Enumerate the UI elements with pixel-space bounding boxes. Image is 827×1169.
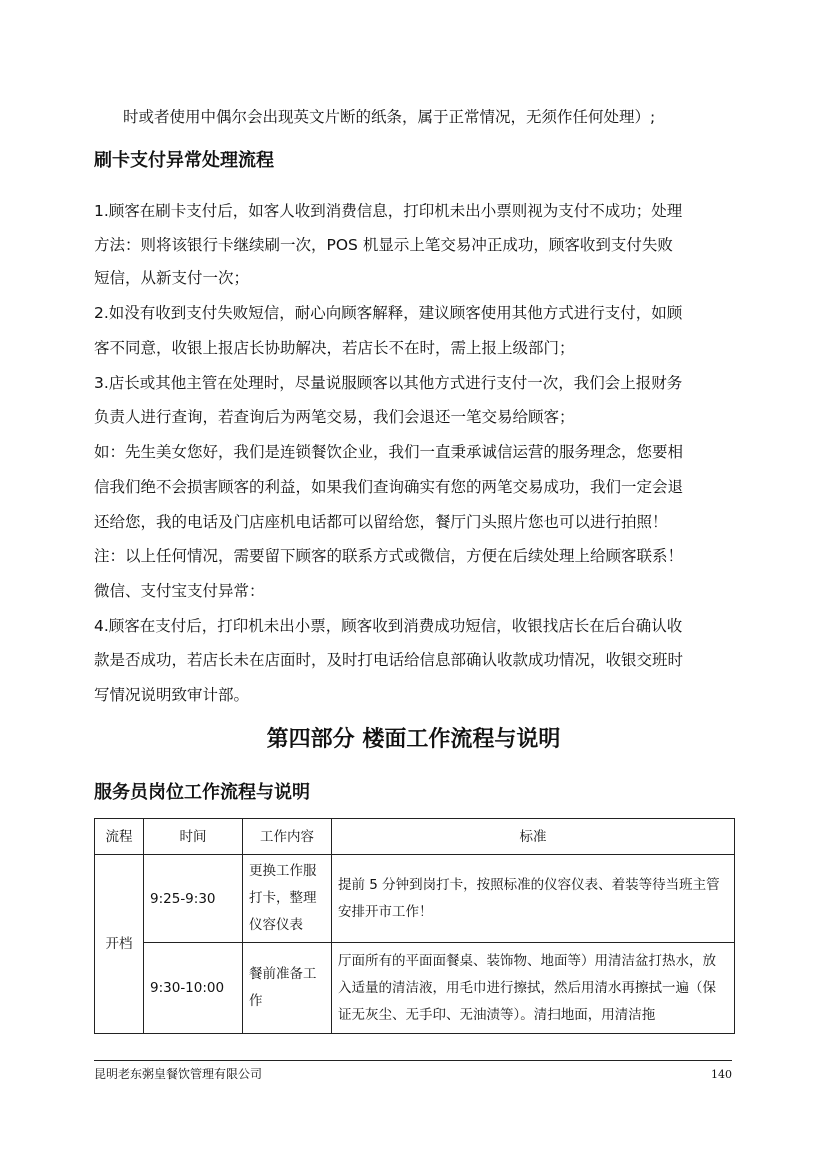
standard-cell: 厅面所有的平面面餐桌、装饰物、地面等）用清洁盆打热水，放入适量的清洁液，用毛巾进行擦拭，然后用清水再擦拭一遍（保证无灰尘、无手印、无油渍等）。清扫地面，用清洁拖 — [332, 943, 735, 1034]
body-line: 负责人进行查询，若查询后为两笔交易，我们会退还一笔交易给顾客； — [94, 408, 575, 426]
body-line: 信我们绝不会损害顾客的利益，如果我们查询确实有您的两笔交易成功，我们一定会退 — [94, 478, 684, 496]
standard-cell: 提前 5 分钟到岗打卡，按照标准的仪容仪表、着装等待当班主管安排开市工作！ — [332, 855, 735, 943]
body-line: 3.店长或其他主管在处理时，尽量说服顾客以其他方式进行支付一次，我们会上报财务 — [94, 374, 683, 392]
workflow-table — [94, 818, 735, 1034]
body-line: 微信、支付宝支付异常： — [94, 582, 265, 600]
header-process: 流程 — [95, 819, 144, 855]
time-cell: 9:25-9:30 — [144, 855, 243, 943]
header-time: 时间 — [144, 819, 243, 855]
task-cell: 餐前准备工作 — [243, 943, 332, 1034]
body-line: 4.顾客在支付后，打印机未出小票，顾客收到消费成功短信，收银找店长在后台确认收 — [94, 617, 683, 635]
body-line: 2.如没有收到支付失败短信，耐心向顾客解释，建议顾客使用其他方式进行支付，如顾 — [94, 304, 683, 322]
section-title-card-payment: 刷卡支付异常处理流程 — [94, 150, 274, 171]
time-cell: 9:30-10:00 — [144, 943, 243, 1034]
body-line: 注：以上任何情况，需要留下顾客的联系方式或微信，方便在后续处理上给顾客联系！ — [94, 547, 684, 565]
body-line: 1.顾客在刷卡支付后，如客人收到消费信息，打印机未出小票则视为支付不成功；处理 — [94, 202, 683, 220]
body-line: 还给您，我的电话及门店座机电话都可以留给您，餐厅门头照片您也可以进行拍照！ — [94, 513, 668, 531]
body-line: 写情况说明致审计部。 — [94, 686, 250, 704]
footer-company: 昆明老东粥皇餐饮管理有限公司 — [94, 1067, 263, 1081]
stage-cell: 开档 — [95, 855, 144, 1034]
intro-line: 时或者使用中偶尔会出现英文片断的纸条，属于正常情况，无须作任何处理）; — [123, 108, 656, 126]
body-line: 客不同意，收银上报店长协助解决，若店长不在时，需上报上级部门； — [94, 339, 575, 357]
body-line: 短信，从新支付一次； — [94, 269, 250, 287]
section-title-waiter: 服务员岗位工作流程与说明 — [94, 782, 310, 803]
body-line: 款是否成功，若店长未在店面时，及时打电话给信息部确认收款成功情况，收银交班时 — [94, 651, 684, 669]
table-row — [95, 943, 735, 1034]
part-title: 第四部分 楼面工作流程与说明 — [266, 727, 561, 752]
body-line: 方法：则将该银行卡继续刷一次，POS 机显示上笔交易冲正成功，顾客收到支付失败 — [94, 236, 673, 254]
header-task: 工作内容 — [243, 819, 332, 855]
table-header-row — [95, 819, 735, 855]
page-number: 140 — [711, 1068, 732, 1081]
footer-divider — [94, 1060, 732, 1061]
body-line: 如：先生美女您好，我们是连锁餐饮企业，我们一直秉承诚信运营的服务理念，您要相 — [94, 443, 684, 461]
header-standard: 标准 — [332, 819, 735, 855]
task-cell: 更换工作服打卡，整理仪容仪表 — [243, 855, 332, 943]
table-row — [95, 855, 735, 943]
